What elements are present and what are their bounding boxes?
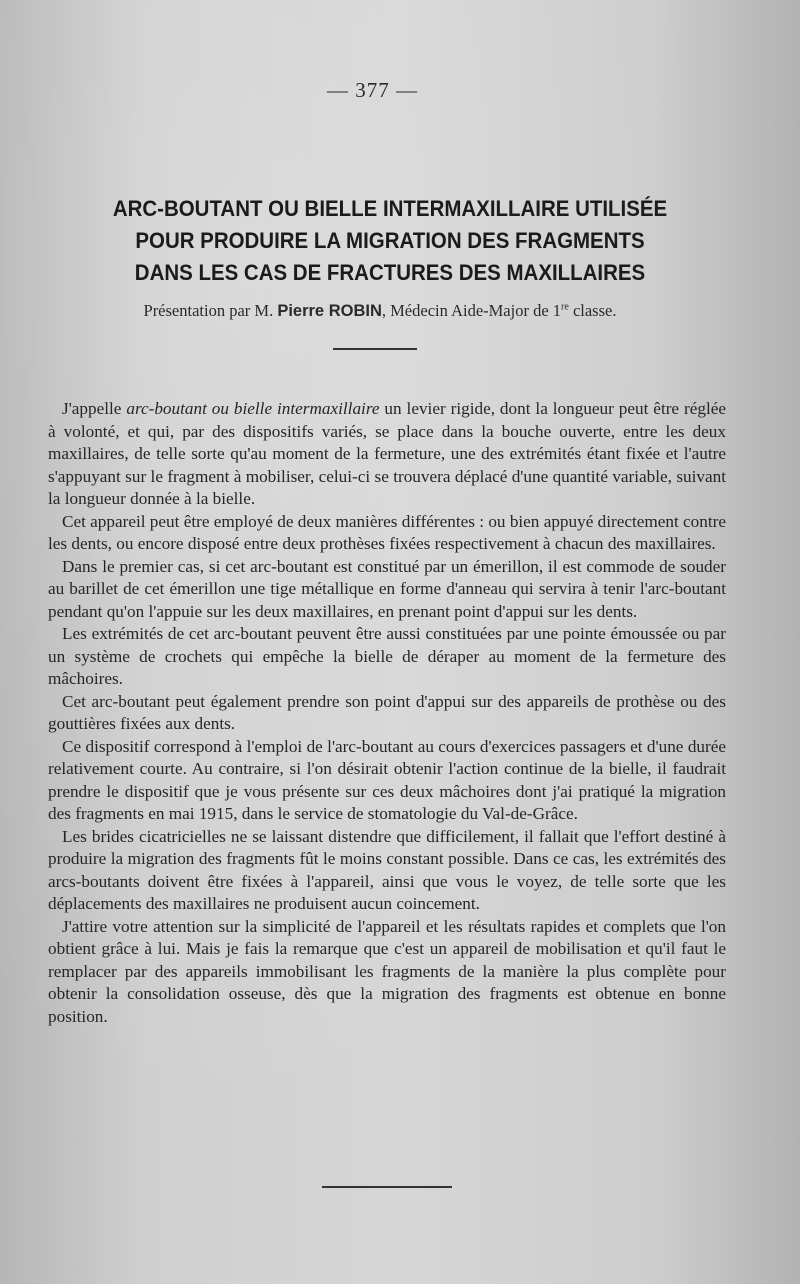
- paragraph: Dans le premier cas, si cet arc-boutant est constitué par un émerillon, il est commode de souder au barillet de cet émerillon une tige métallique en forme d'anneau qui servira à tenir l'arc-boutant pendant qu'on l'appuie sur les deux maxillaires, en prenant point d'appui sur les dents.: [48, 556, 726, 621]
- paragraph: Les extrémités de cet arc-boutant peuvent être aussi constituées par une pointe émoussée ou par un système de crochets qui empêche la bielle de déraper au moment de la fermeture des mâchoires.: [48, 624, 726, 688]
- separator-rule: [333, 348, 417, 350]
- end-rule: [322, 1186, 452, 1188]
- title-line-1: ARC-BOUTANT OU BIELLE INTERMAXILLAIRE UTILISÉE: [112, 196, 668, 221]
- ordinal-sup: re: [561, 301, 569, 313]
- presenter-rank: , Médecin Aide-Major de 1: [381, 301, 562, 320]
- paragraph: Ce dispositif correspond à l'emploi de l'arc-boutant au cours d'exercices passagers et d'une durée relativement courte. Au contraire, si l'on désirait obtenir l'action continue de la bielle, il faudrait prendre le dispositif que je vous présente sur ces deux mâchoires dont j'ai pratiqué la migration des fragments en mai 1915, dans le service de stomatologie du Val-de-Grâce.: [48, 736, 726, 823]
- page-number: — 377 —: [327, 78, 418, 102]
- paragraph-lead: J'appelle: [62, 399, 127, 418]
- paragraph-text: un levier rigide, dont la longueur peut être réglée à volonté, et qui, par des dispositifs variés, se place dans la bouche ouverte, entre les deux maxillaires, de telle sorte qu'au moment de la fermeture, une des extrémités étant fixée et l'autre s'appuyant sur le fragment à mobiliser, celui-ci se trouvera déplacé d'une quantité variable, suivant la longueur donnée à la bielle.: [48, 399, 726, 508]
- paragraph: Cet arc-boutant peut également prendre son point d'appui sur des appareils de prothèse ou des gouttières fixées aux dents.: [48, 691, 726, 733]
- paragraph: [48, 398, 726, 511]
- paragraph: Les brides cicatricielles ne se laissant distendre que difficilement, il fallait que l'effort destiné à produire la migration des fragments fût le moins constant possible. Dans ce cas, les extrémités des arcs-boutants doivent être fixées à l'appareil, ainsi que vous le voyez, de telle sorte que les déplacements des maxillaires ne produisent aucun coincement.: [48, 826, 726, 913]
- paragraph: Cet appareil peut être employé de deux manières différentes : ou bien appuyé directement contre les dents, ou encore disposé entre deux prothèses fixées respectivement à chacun des maxillaires.: [48, 511, 726, 553]
- presenter-class: classe.: [568, 301, 617, 320]
- paragraph: J'attire votre attention sur la simplicité de l'appareil et les résultats rapides et complets que l'on obtient grâce à lui. Mais je fais la remarque que c'est un appareil de mobilisation et qu'il faut le remplacer par des appareils immobilisant les fragments de la manière la plus complète pour obtenir la consolidation osseuse, dès que la migration des fragments est obtenue en bonne position.: [48, 916, 726, 1026]
- title-line-2: POUR PRODUIRE LA MIGRATION DES FRAGMENTS: [135, 228, 645, 253]
- article-title: [83, 193, 697, 289]
- article-body: [48, 398, 726, 1028]
- emphasized-term: arc-boutant ou bielle intermaxillaire: [126, 399, 380, 418]
- presenter-name: Pierre ROBIN: [277, 302, 382, 320]
- title-line-3: DANS LES CAS DE FRACTURES DES MAXILLAIRES: [134, 260, 646, 285]
- presenter-line: [60, 301, 700, 321]
- presenter-prefix: Présentation par M.: [143, 301, 278, 320]
